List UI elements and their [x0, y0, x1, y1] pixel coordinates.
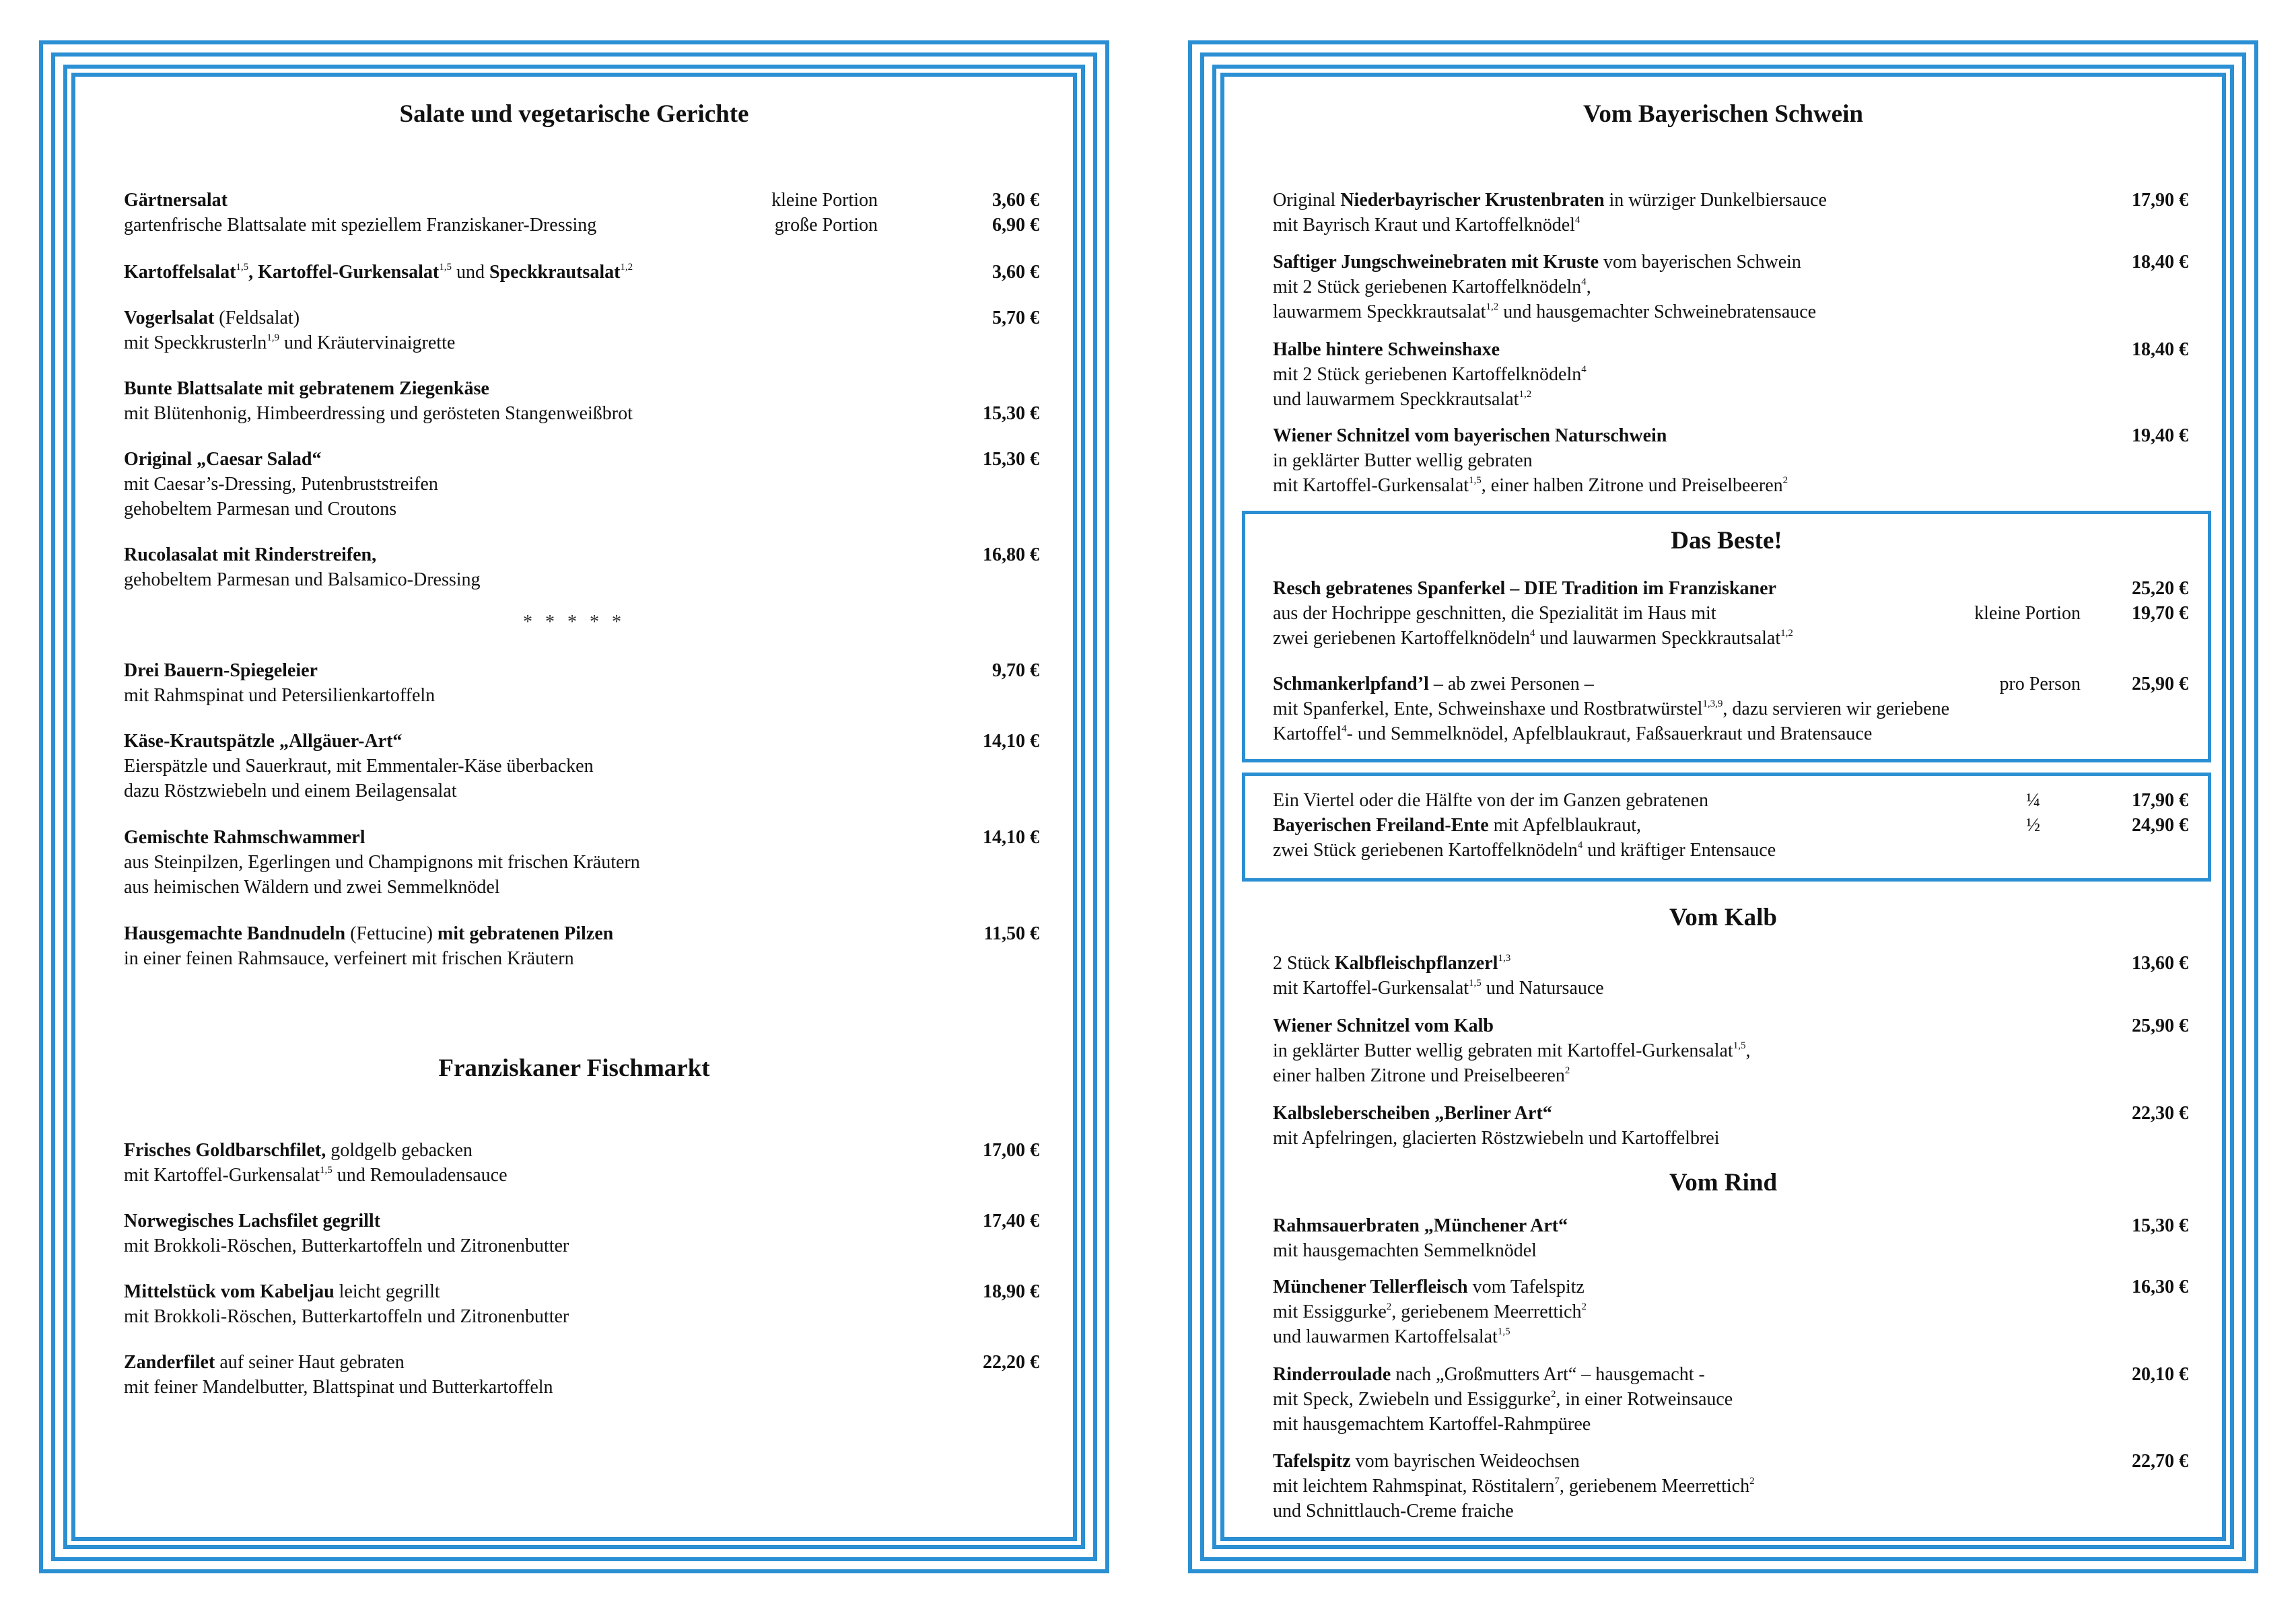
item-desc-mid: , geriebenem Meerrettich: [1559, 1476, 1750, 1497]
item-name: Rahmsauerbraten „Münchener Art“: [1273, 1215, 1568, 1236]
item-desc-end: und kräftiger Entensauce: [1582, 840, 1776, 861]
price: 16,80 €: [983, 544, 1039, 565]
menu-item-rucolasalat: [124, 542, 481, 592]
allergen-note: 2: [1386, 1301, 1392, 1312]
allergen-note: 1,2: [620, 262, 633, 273]
item-desc: Eierspätzle und Sauerkraut, mit Emmentaler-Käse überbacken: [124, 756, 594, 777]
allergen-note: 1,5: [1733, 1040, 1746, 1051]
item-desc-end: , dazu servieren wir geriebene: [1723, 699, 1950, 719]
price: 25,20 €: [2132, 578, 2188, 599]
price: 3,60 €: [992, 262, 1039, 283]
item-desc: mit Essiggurke: [1273, 1301, 1387, 1322]
portion-small-label: kleine Portion: [1974, 603, 2081, 624]
item-desc-2: Kartoffel: [1273, 723, 1342, 744]
price: 13,60 €: [2132, 953, 2188, 974]
item-name: Norwegisches Lachsfilet gegrillt: [124, 1211, 381, 1231]
menu-item-gaertnersalat: [124, 188, 596, 238]
menu-item-kabeljau: [124, 1279, 569, 1329]
allergen-note: 4: [1342, 723, 1347, 734]
item-desc-2: mit hausgemachtem Kartoffel-Rahmpüree: [1273, 1414, 1591, 1435]
price: 25,90 €: [2132, 1015, 2188, 1036]
allergen-note: 4: [1574, 215, 1580, 225]
item-desc-2-end: und hausgemachter Schweinebratensauce: [1498, 301, 1817, 322]
item-desc: in einer feinen Rahmsauce, verfeinert mit frischen Kräutern: [124, 948, 574, 969]
allergen-note: 1,3,9: [1702, 699, 1723, 709]
item-name: Hausgemachte Bandnudeln: [124, 923, 346, 944]
item-note: nach „Großmutters Art“ – hausgemacht -: [1391, 1364, 1705, 1385]
item-name: Kartoffelsalat: [124, 262, 236, 283]
item-desc: mit Bayrisch Kraut und Kartoffelknödel: [1273, 215, 1575, 236]
item-name: Kalbsleberscheiben „Berliner Art“: [1273, 1103, 1552, 1124]
allergen-note: 1,5: [1497, 1326, 1510, 1337]
item-pre: Original: [1273, 190, 1341, 211]
item-desc: mit Blütenhonig, Himbeerdressing und gerösteten Stangenweißbrot: [124, 403, 633, 424]
item-name: Bunte Blattsalate mit gebratenem Ziegenkäse: [124, 378, 489, 399]
item-desc: mit Brokkoli-Röschen, Butterkartoffeln und Zitronenbutter: [124, 1236, 569, 1256]
price: 15,30 €: [983, 403, 1039, 424]
menu-item-zanderfilet: [124, 1350, 553, 1400]
price: 17,90 €: [2132, 190, 2188, 211]
menu-item-schnitzel-kalb: [1273, 1013, 1750, 1088]
menu-item-caesar-salad: [124, 447, 438, 522]
price: 15,30 €: [983, 449, 1039, 470]
item-intro: Ein Viertel oder die Hälfte von der im Ganzen gebratenen: [1273, 790, 1708, 811]
menu-item-lachsfilet: [124, 1209, 569, 1258]
item-desc: mit leichtem Rahmspinat, Röstitalern: [1273, 1476, 1555, 1497]
price: 11,50 €: [983, 923, 1039, 944]
price: 5,70 €: [992, 308, 1039, 328]
item-name: Tafelspitz: [1273, 1451, 1351, 1472]
item-name: Drei Bauern-Spiegeleier: [124, 660, 318, 681]
ente-box: [1242, 773, 2211, 882]
left-page-frame: [71, 73, 1077, 1541]
price-small: 19,70 €: [2132, 603, 2188, 624]
item-name: Mittelstück vom Kabeljau: [124, 1281, 335, 1302]
item-desc-end: , in einer Rotweinsauce: [1556, 1389, 1733, 1410]
item-desc: mit Caesar’s-Dressing, Putenbruststreifen: [124, 474, 438, 495]
price-large: 6,90 €: [992, 215, 1039, 236]
item-desc: mit Spanferkel, Ente, Schweinshaxe und Rostbratwürstel: [1273, 699, 1703, 719]
price: 14,10 €: [983, 827, 1039, 848]
allergen-note: 2: [1749, 1476, 1755, 1487]
menu-item-kartoffelsalat: [124, 260, 633, 285]
fraction-half: ½: [2026, 815, 2040, 836]
item-name-2: Kartoffel-Gurkensalat: [258, 262, 440, 283]
item-name: Bayerischen Freiland-Ente: [1273, 815, 1489, 836]
das-beste-title: Das Beste!: [1671, 527, 1782, 554]
allergen-note: 1,2: [1519, 389, 1532, 400]
item-name: Münchener Tellerfleisch: [1273, 1277, 1468, 1297]
item-and: und: [451, 262, 489, 283]
item-note: auf seiner Haut gebraten: [215, 1352, 405, 1373]
item-desc-2-end: - und Semmelknödel, Apfelblaukraut, Faßsauerkraut und Bratensauce: [1346, 723, 1873, 744]
allergen-note: 4: [1581, 364, 1587, 375]
price-half: 24,90 €: [2132, 815, 2188, 836]
item-desc: in geklärter Butter wellig gebraten: [1273, 450, 1533, 471]
item-name: Vogerlsalat: [124, 308, 215, 328]
item-name: Gemischte Rahmschwammerl: [124, 827, 366, 848]
item-name: Wiener Schnitzel vom Kalb: [1273, 1015, 1494, 1036]
item-desc: mit Kartoffel-Gurkensalat: [124, 1165, 320, 1186]
allergen-note: 1,9: [267, 332, 280, 343]
item-note: goldgelb gebacken: [326, 1140, 473, 1161]
item-desc-2: einer halben Zitrone und Preiselbeeren: [1273, 1065, 1565, 1086]
price-small: 3,60 €: [992, 190, 1039, 211]
price: 17,00 €: [983, 1140, 1039, 1161]
item-name: Niederbayrischer Krustenbraten: [1340, 190, 1605, 211]
menu-item-schmankerlpfandl: [1273, 672, 1949, 746]
item-desc: gartenfrische Blattsalate mit speziellem Franziskaner-Dressing: [124, 215, 597, 236]
item-desc-2: und lauwarmen Kartoffelsalat: [1273, 1326, 1498, 1347]
price: 18,40 €: [2132, 339, 2188, 360]
item-name: Käse-Krautspätzle „Allgäuer-Art“: [124, 731, 403, 752]
item-note: in würziger Dunkelbiersauce: [1604, 190, 1827, 211]
allergen-note: 1,5: [1469, 475, 1482, 486]
das-beste-box: [1242, 511, 2211, 762]
allergen-note: 4: [1529, 628, 1535, 639]
price: 17,40 €: [983, 1211, 1039, 1231]
item-desc-end: ,: [1745, 1040, 1751, 1061]
item-desc-2: und Schnittlauch-Creme fraiche: [1273, 1501, 1514, 1522]
item-name: Rucolasalat mit Rinderstreifen,: [124, 544, 377, 565]
item-name: Schmankerlpfand’l: [1273, 674, 1429, 694]
price: 20,10 €: [2132, 1364, 2188, 1385]
allergen-note: 2: [1782, 475, 1788, 486]
item-note: (Fettucine): [345, 923, 438, 944]
menu-item-kalbsleber: [1273, 1101, 1720, 1151]
item-name: Halbe hintere Schweinshaxe: [1273, 339, 1500, 360]
item-desc: mit Speckkrusterln: [124, 332, 267, 353]
item-note: mit Apfelblaukraut,: [1488, 815, 1641, 836]
allergen-note: 1,5: [320, 1165, 333, 1176]
portion-large-label: große Portion: [774, 215, 878, 236]
allergen-note: 2: [1550, 1389, 1556, 1400]
menu-item-rinderroulade: [1273, 1362, 1733, 1437]
item-desc-2-mid: , einer halben Zitrone und Preiselbeeren: [1481, 475, 1783, 496]
item-desc-2: lauwarmem Speckkrautsalat: [1273, 301, 1486, 322]
price: 22,20 €: [983, 1352, 1039, 1373]
item-desc: mit Brokkoli-Röschen, Butterkartoffeln und Zitronenbutter: [124, 1306, 569, 1327]
item-desc-mid: , geriebenem Meerrettich: [1391, 1301, 1582, 1322]
item-name-2: mit gebratenen Pilzen: [437, 923, 614, 944]
price-quarter: 17,90 €: [2132, 790, 2188, 811]
menu-item-vogerlsalat: [124, 306, 455, 355]
item-desc-end: und Natursauce: [1481, 978, 1604, 999]
menu-item-kaese-krautspaetzle: [124, 729, 594, 803]
menu-item-schweinshaxe: [1273, 337, 1587, 412]
separator-stars: * * * * *: [523, 612, 625, 633]
item-note: – ab zwei Personen –: [1428, 674, 1594, 694]
menu-item-spanferkel: [1273, 576, 1793, 651]
menu-item-rahmschwammerl: [124, 825, 640, 900]
item-name: Zanderfilet: [124, 1352, 215, 1373]
menu-item-tellerfleisch: [1273, 1275, 1587, 1349]
allergen-note: 1,5: [1469, 978, 1482, 989]
item-desc: in geklärter Butter wellig gebraten mit Kartoffel-Gurkensalat: [1273, 1040, 1733, 1061]
allergen-note: 7: [1554, 1476, 1560, 1487]
price: 16,30 €: [2132, 1277, 2188, 1297]
price: 22,30 €: [2132, 1103, 2188, 1124]
price: 22,70 €: [2132, 1451, 2188, 1472]
item-desc-2: und lauwarmem Speckkrautsalat: [1273, 389, 1519, 410]
item-name-3: Speckkrautsalat: [489, 262, 621, 283]
item-name: Wiener Schnitzel vom bayerischen Naturschwein: [1273, 425, 1667, 446]
menu-item-jungschweinebraten: [1273, 250, 1816, 324]
item-note: vom bayrischen Weideochsen: [1350, 1451, 1580, 1472]
item-desc-end: und Remouladensauce: [332, 1165, 508, 1186]
menu-item-freiland-ente: [1273, 788, 1776, 863]
menu-item-krustenbraten: [1273, 188, 1827, 238]
allergen-note: 1,2: [1486, 301, 1499, 312]
schwein-section-title: Vom Bayerischen Schwein: [1583, 100, 1863, 128]
menu-item-bunte-blattsalate: [124, 376, 633, 426]
menu-item-bandnudeln: [124, 921, 613, 971]
kalb-section-title: Vom Kalb: [1669, 904, 1778, 931]
price: 9,70 €: [992, 660, 1039, 681]
item-name: Saftiger Jungschweinebraten mit Kruste: [1273, 252, 1599, 273]
allergen-note: 1,3: [1498, 953, 1511, 964]
allergen-note: 4: [1577, 840, 1583, 851]
rind-section-title: Vom Rind: [1669, 1169, 1778, 1196]
salads-section-title: Salate und vegetarische Gerichte: [399, 100, 749, 128]
right-page-frame: [1220, 73, 2226, 1541]
portion-small-label: kleine Portion: [771, 190, 878, 211]
item-desc: mit Rahmspinat und Petersilienkartoffeln: [124, 685, 436, 706]
item-desc: zwei Stück geriebenen Kartoffelknödeln: [1273, 840, 1578, 861]
left-menu-page: [39, 40, 1109, 1573]
item-desc: mit 2 Stück geriebenen Kartoffelknödeln: [1273, 277, 1582, 297]
menu-item-kalbfleischpflanzerl: [1273, 951, 1604, 1001]
item-sep: ,: [248, 262, 258, 283]
item-desc: mit 2 Stück geriebenen Kartoffelknödeln: [1273, 364, 1582, 385]
item-desc-end: und Kräutervinaigrette: [279, 332, 456, 353]
menu-item-schnitzel-schwein: [1273, 423, 1788, 498]
allergen-note: 1,5: [236, 262, 249, 273]
item-desc: mit Speck, Zwiebeln und Essiggurke: [1273, 1389, 1551, 1410]
item-desc-2: dazu Röstzwiebeln und einem Beilagensalat: [124, 781, 457, 801]
fish-section-title: Franziskaner Fischmarkt: [438, 1054, 710, 1082]
item-desc: mit Kartoffel-Gurkensalat: [1273, 978, 1469, 999]
menu-item-goldbarschfilet: [124, 1138, 508, 1188]
item-desc-2: gehobeltem Parmesan und Croutons: [124, 499, 397, 520]
item-desc: mit feiner Mandelbutter, Blattspinat und Butterkartoffeln: [124, 1377, 553, 1398]
item-desc-2-end: und lauwarmen Speckkrautsalat: [1535, 628, 1781, 649]
price: 25,90 €: [2132, 674, 2188, 694]
right-menu-page: [1188, 40, 2258, 1573]
price: 18,90 €: [983, 1281, 1039, 1302]
allergen-note: 4: [1581, 277, 1587, 287]
item-name: Frisches Goldbarschfilet,: [124, 1140, 326, 1161]
item-note: leicht gegrillt: [334, 1281, 440, 1302]
item-desc: aus der Hochrippe geschnitten, die Spezialität im Haus mit: [1273, 603, 1716, 624]
item-name: Resch gebratenes Spanferkel – DIE Tradition im Franziskaner: [1273, 578, 1776, 599]
item-desc-2: mit Kartoffel-Gurkensalat: [1273, 475, 1469, 496]
item-desc: gehobeltem Parmesan und Balsamico-Dressing: [124, 569, 481, 590]
menu-item-tafelspitz: [1273, 1449, 1755, 1524]
item-desc-2: zwei geriebenen Kartoffelknödeln: [1273, 628, 1530, 649]
item-note: (Feldsalat): [214, 308, 300, 328]
menu-item-spiegeleier: [124, 658, 435, 708]
item-desc-2: aus heimischen Wäldern und zwei Semmelknödel: [124, 877, 500, 898]
item-desc: aus Steinpilzen, Egerlingen und Champignons mit frischen Kräutern: [124, 852, 640, 873]
item-note: vom bayerischen Schwein: [1599, 252, 1801, 273]
menu-item-rahmsauerbraten: [1273, 1213, 1568, 1263]
item-desc: mit Apfelringen, glacierten Röstzwiebeln und Kartoffelbrei: [1273, 1128, 1720, 1149]
item-desc: mit hausgemachten Semmelknödel: [1273, 1240, 1537, 1261]
item-desc-end: ,: [1586, 277, 1591, 297]
fraction-quarter: ¼: [2026, 790, 2040, 811]
item-name: Rinderroulade: [1273, 1364, 1391, 1385]
item-name: Gärtnersalat: [124, 190, 228, 211]
allergen-note: 1,2: [1780, 628, 1793, 639]
portion-per-person-label: pro Person: [1999, 674, 2081, 694]
allergen-note: 1,5: [439, 262, 452, 273]
item-pre: 2 Stück: [1273, 953, 1335, 974]
allergen-note: 2: [1564, 1065, 1570, 1076]
price: 18,40 €: [2132, 252, 2188, 273]
price: 15,30 €: [2132, 1215, 2188, 1236]
item-note: vom Tafelspitz: [1467, 1277, 1585, 1297]
allergen-note: 2: [1581, 1301, 1587, 1312]
item-name: Original „Caesar Salad“: [124, 449, 322, 470]
item-name: Kalbfleischpflanzerl: [1334, 953, 1498, 974]
price: 14,10 €: [983, 731, 1039, 752]
price: 19,40 €: [2132, 425, 2188, 446]
